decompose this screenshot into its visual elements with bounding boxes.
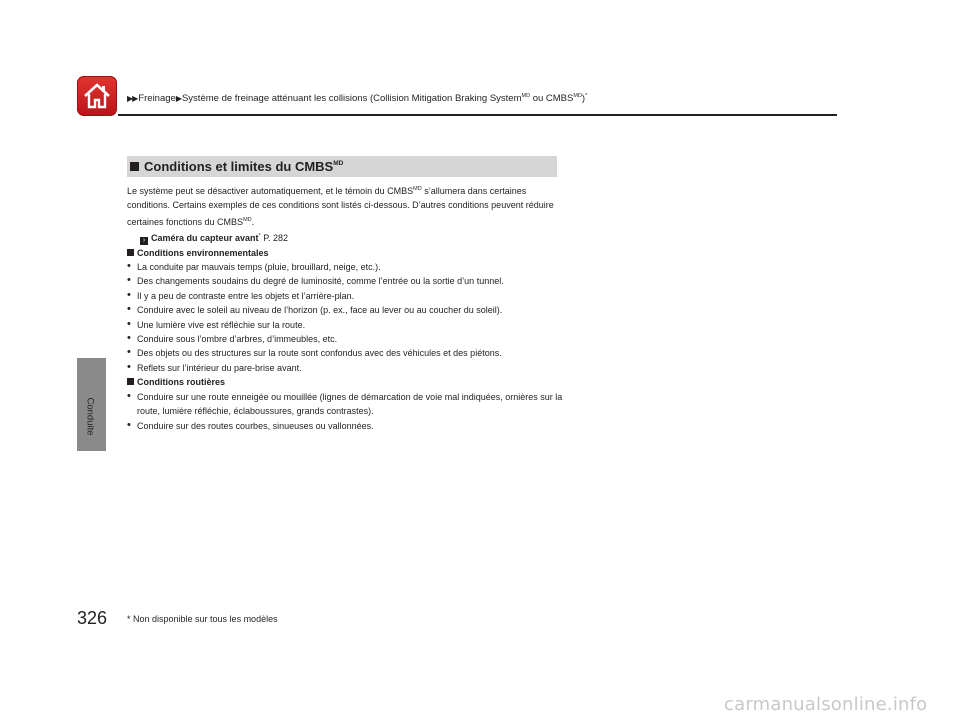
env-conditions-list bbox=[127, 260, 567, 375]
cross-reference-link[interactable]: › Caméra du capteur avant* P. 282 bbox=[127, 229, 567, 245]
breadcrumb-arrow-icon: ▶▶ bbox=[127, 94, 138, 103]
section-content bbox=[127, 182, 567, 433]
page-number: 326 bbox=[77, 608, 108, 628]
header-divider bbox=[118, 114, 837, 116]
list-item: • Des objets ou des structures sur la route sont confondus avec des véhicules et des piétons. bbox=[127, 346, 567, 360]
square-bullet-icon bbox=[127, 249, 134, 256]
breadcrumb-arrow-icon: ▶ bbox=[175, 94, 181, 103]
list-item: • Reflets sur l’intérieur du pare-brise avant. bbox=[127, 361, 567, 375]
square-bullet-icon bbox=[127, 378, 134, 385]
section-heading bbox=[127, 156, 557, 177]
breadcrumb-level2[interactable]: Système de freinage atténuant les collisions (Collision Mitigation Braking System$^{MD}$ ou $CMBS^{MD})^*$ bbox=[181, 93, 588, 104]
list-item: • Conduire sous l’ombre d’arbres, d’immeubles, etc. bbox=[127, 332, 567, 346]
env-conditions-heading: Conditions environnementales bbox=[127, 246, 567, 260]
road-conditions-heading: Conditions routières bbox=[127, 375, 567, 389]
list-item: • La conduite par mauvais temps (pluie, brouillard, neige, etc.). bbox=[127, 260, 567, 274]
home-icon bbox=[82, 82, 112, 110]
list-item: • Une lumière vive est réfléchie sur la route. bbox=[127, 318, 567, 332]
list-item: • Conduire avec le soleil au niveau de l’horizon (p. ex., face au lever ou au coucher du soleil). bbox=[127, 303, 567, 317]
watermark: carmanualsonline.info bbox=[724, 694, 928, 715]
home-button[interactable] bbox=[77, 76, 117, 116]
square-bullet-icon bbox=[130, 162, 139, 171]
sidebar-tab-label: Conduite bbox=[85, 396, 96, 436]
breadcrumb-level1[interactable]: Freinage bbox=[138, 93, 176, 104]
list-item: • Des changements soudains du degré de luminosité, comme l’entrée ou la sortie d’un tunnel. bbox=[127, 274, 567, 288]
list-item: • Conduire sur une route enneigée ou mouillée (lignes de démarcation de voie mal indiquées, ornières sur la route, lumière réfléchie, éclaboussures, grands contrastes). bbox=[127, 390, 567, 419]
section-title: Conditions et limites du $CMBS^{MD}$ bbox=[144, 159, 344, 174]
footnote: * Non disponible sur tous les modèles bbox=[127, 614, 278, 624]
breadcrumb bbox=[127, 93, 587, 104]
sidebar-tab-conduite[interactable] bbox=[76, 396, 105, 436]
list-item: • Il y a peu de contraste entre les objets et l’arrière-plan. bbox=[127, 289, 567, 303]
road-conditions-list bbox=[127, 390, 567, 433]
list-item: • Conduire sur des routes courbes, sinueuses ou vallonnées. bbox=[127, 419, 567, 433]
intro-paragraph: Le système peut se désactiver automatiquement, et le témoin du $CMBS^{MD}$ s’allumera dans certaines conditions. Certains exemples de ces conditions sont listés ci-dessous. D’autres conditions peuvent réduire certaines fonctions du $CMBS^{MD}$. bbox=[127, 186, 554, 227]
reference-arrow-icon: › bbox=[140, 237, 148, 245]
